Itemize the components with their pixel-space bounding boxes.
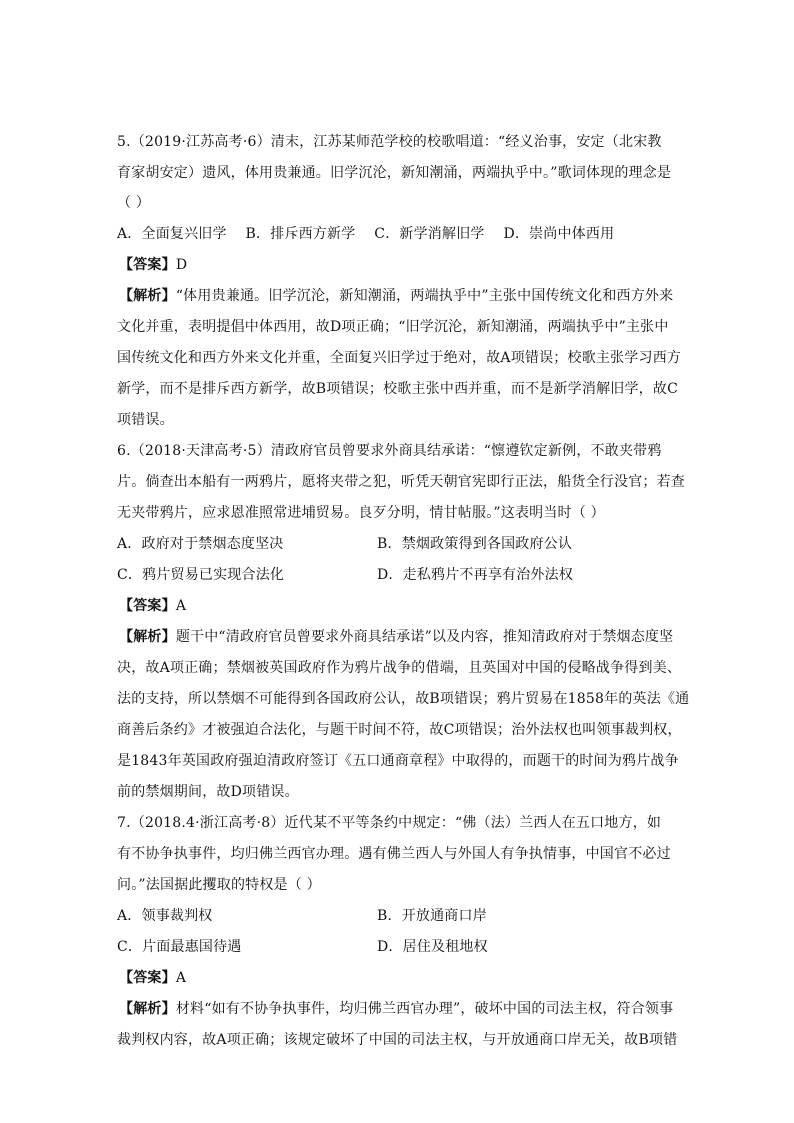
analysis-tag: 【解析】 — [119, 288, 176, 304]
q5-analysis-line-5: 项错误。 — [117, 412, 174, 428]
q5-analysis-line-4: 新学，而不是排斥西方新学，故B项错误；校歌主张中西并重，而不是新学消解旧学，故C — [117, 381, 678, 397]
q5-stem-line-3: （ ） — [117, 195, 151, 211]
q6-answer — [119, 598, 186, 614]
q6-analysis-line-2: 决，故A项正确；禁烟被英国政府作为鸦片战争的借端，且英国对中国的侵略战争得到美、 — [117, 660, 682, 676]
q5-analysis-line-3: 国传统文化和西方外来文化并重，全面复兴旧学过于绝对，故A项错误；校歌主张学习西方 — [117, 350, 682, 366]
q6-analysis-line-1: 【解析】题干中“清政府官员曾要求外商具结承诺”以及内容，推知清政府对于禁烟态度坚 — [119, 629, 674, 645]
q5-analysis-line-1: 【解析】“体用贵兼通。旧学沉沦，新知潮涌，两端执乎中”主张中国传统文化和西方外来 — [119, 288, 674, 304]
q7-answer — [119, 970, 186, 986]
q7-stem-line-3: 问。”法国据此攫取的特权是（ ） — [117, 877, 321, 893]
analysis-tag: 【解析】 — [119, 629, 176, 645]
q6-analysis-line-6: 前的禁烟期间，故D项错误。 — [117, 784, 299, 800]
q5-options: A．全面复兴旧学 B．排斥西方新学 C．新学消解旧学 D．崇尚中体西用 — [117, 226, 615, 242]
q6-analysis-line-5: 是1843年英国政府强迫清政府签订《五口通商章程》中取得的，而题干的时间为鸦片战争 — [117, 753, 679, 769]
analysis-tag: 【解析】 — [119, 1001, 176, 1017]
q7-analysis-line-1: 【解析】材料“如有不协争执事件，均归佛兰西官办理”，破坏中国的司法主权，符合领事 — [119, 1001, 674, 1017]
q5-answer-value: D — [175, 257, 188, 273]
q6-analysis-line-3: 法的支持，所以禁烟不可能得到各国政府公认，故B项错误；鸦片贸易在1858年的英法《通 — [117, 691, 690, 707]
q6-stem-line-1: 6.（2018·天津高考·5）清政府官员曾要求外商具结承诺：“懔遵钦定新例，不敢夹带鸦 — [117, 443, 662, 459]
q5-stem-line-2: 育家胡安定）遗风，体用贵兼通。旧学沉沦，新知潮涌，两端执乎中。”歌词体现的理念是 — [117, 165, 672, 181]
q7-option-d: D．居住及租地权 — [377, 939, 488, 955]
answer-tag: 【答案】 — [119, 598, 176, 614]
q7-stem-line-1: 7.（2018.4·浙江高考·8）近代某不平等条约中规定：“佛（法）兰西人在五口地方，如 — [117, 815, 662, 831]
q7-option-b: B．开放通商口岸 — [377, 908, 487, 924]
q6-stem-line-2: 片。倘查出本船有一两鸦片，愿将夹带之犯，听凭天朝官宪即行正法，船货全行没官；若查 — [117, 474, 685, 490]
q7-option-a: A．领事裁判权 — [117, 908, 213, 924]
q5-stem-line-1: 5.（2019·江苏高考·6）清末，江苏某师范学校的校歌唱道：“经义治事，安定（北宋教 — [117, 134, 662, 150]
q7-answer-value: A — [175, 970, 187, 986]
q7-stem-line-2: 有不协争执事件，均归佛兰西官办理。遇有佛兰西人与外国人有争执情事，中国官不必过 — [117, 846, 671, 862]
q6-option-d: D．走私鸦片不再享有治外法权 — [377, 567, 574, 583]
q6-stem-line-3: 无夹带鸦片，应求恩准照常进埔贸易。良歹分明，情甘帖服。”这表明当时（ ） — [117, 505, 605, 521]
q5-analysis-line-2: 文化并重，表明提倡中体西用，故D项正确；“旧学沉沦，新知潮涌，两端执乎中”主张中 — [117, 319, 669, 335]
q7-option-c: C．片面最惠国待遇 — [117, 939, 242, 955]
answer-tag: 【答案】 — [119, 257, 176, 273]
q6-option-a: A．政府对于禁烟态度坚决 — [117, 536, 284, 552]
q6-analysis-line-4: 商善后条约》才被强迫合法化，与题干时间不符，故C项错误；治外法权也叫领事裁判权， — [117, 722, 682, 738]
answer-tag: 【答案】 — [119, 970, 176, 986]
q6-option-c: C．鸦片贸易已实现合法化 — [117, 567, 285, 583]
q7-analysis-line-2: 裁判权内容，故A项正确；该规定破坏了中国的司法主权，与开放通商口岸无关，故B项错 — [117, 1032, 678, 1048]
q5-answer — [119, 257, 187, 273]
q6-answer-value: A — [175, 598, 187, 614]
q6-option-b: B．禁烟政策得到各国政府公认 — [377, 536, 573, 552]
